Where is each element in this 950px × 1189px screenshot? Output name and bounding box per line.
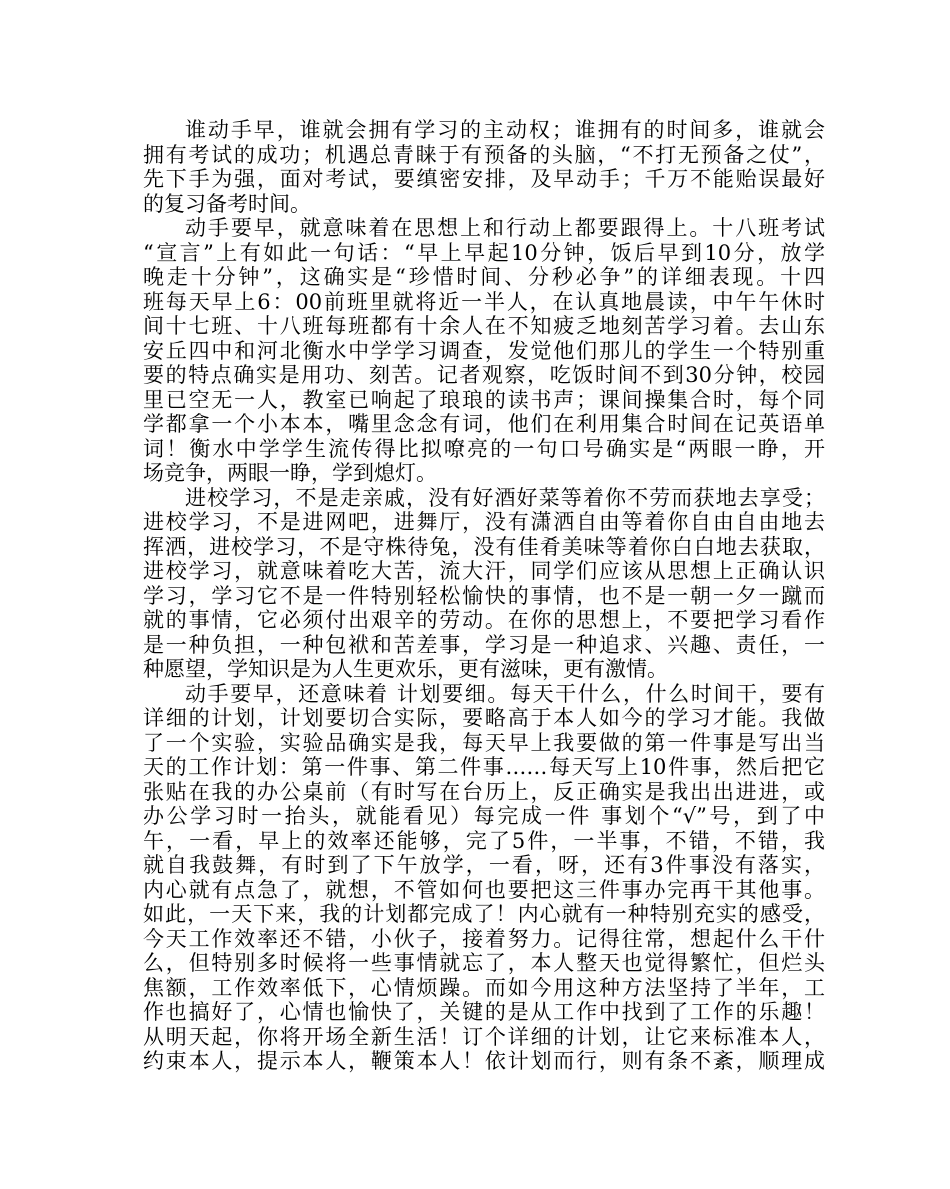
text-line: 从明天起，你将开场全新生活！订个详细的计划，让它来标准本人， [143, 1024, 825, 1049]
text-line: 张贴在我的办公桌前（有时写在台历上，反正确实是我出出进进，或 [143, 779, 825, 804]
paragraph-3 [143, 486, 825, 682]
text-line: 作也搞好了，心情也愉快了，关键的是从工作中找到了工作的乐趣！ [143, 1000, 825, 1024]
text-line: 先下手为强，面对考试，要缜密安排，及早动手；千万不能贻误最好 [143, 167, 825, 191]
text-line: 间十七班、十八班每班都有十余人在不知疲乏地刻苦学习着。去山东 [143, 314, 825, 338]
text-line: 就的事情，它必须付出艰辛的劳动。在你的思想上，不要把学习看作 [143, 608, 825, 632]
text-line: 种愿望，学知识是为人生更欢乐，更有滋味，更有激情。 [143, 657, 668, 681]
text-line: 进校学习，就意味着吃大苦，流大汗，同学们应该从思想上正确认识 [143, 559, 825, 583]
text-line: 要的特点确实是用功、刻苦。记者观察，吃饭时间不到30分钟，校园 [143, 363, 825, 387]
text-line: 学习，学习它不是一件特别轻松愉快的事情，也不是一朝一夕一蹴而 [143, 583, 825, 608]
text-line: 么，但特别多时候将一些事情就忘了，本人整天也觉得繁忙，但烂头 [143, 951, 825, 975]
text-line: 午，一看，早上的效率还能够，完了5件，一半事，不错，不错，我 [143, 828, 825, 853]
text-line: 词！衡水中学学生流传得比拟嘹亮的一句口号确实是“两眼一睁，开 [143, 436, 825, 461]
text-line: 进校学习，不是走亲戚，没有好酒好菜等着你不劳而获地去享受； [185, 485, 825, 510]
paragraph-2 [143, 216, 825, 486]
text-line: 安丘四中和河北衡水中学学习调查，发觉他们那儿的学生一个特别重 [143, 338, 825, 363]
text-line: 内心就有点急了，就想，不管如何也要把这三件事办完再干其他事。 [143, 877, 825, 902]
text-line: 动手要早，就意味着在思想上和行动上都要跟得上。十八班考试 [185, 216, 825, 240]
text-line: “宣言”上有如此一句话：“早上早起10分钟，饭后早到10分，放学 [143, 240, 825, 265]
text-line: 了一个实验，实验品确实是我，每天早上我要做的第一件事是写出当 [143, 730, 825, 755]
document-page [143, 118, 825, 1074]
text-line: 详细的计划，计划要切合实际，要略高于本人如今的学习才能。我做 [143, 706, 825, 730]
text-line: 约束本人，提示本人，鞭策本人！依计划而行，则有条不紊，顺理成 [143, 1049, 825, 1073]
text-line: 场竞争，两眼一睁，学到熄灯。 [143, 461, 437, 485]
text-line: 班每天早上6：00前班里就将近一半人，在认真地晨读，中午午休时 [143, 289, 825, 314]
text-line: 晚走十分钟”，这确实是“珍惜时间、分秒必争”的详细表现。十四 [143, 265, 825, 289]
text-line: 里已空无一人，教室已响起了琅琅的读书声；课间操集合时，每个同 [143, 387, 825, 412]
paragraph-4 [143, 682, 825, 1074]
text-line: 进校学习，不是进网吧，进舞厅，没有潇洒自由等着你自由自由地去 [143, 510, 825, 534]
text-line: 谁动手早，谁就会拥有学习的主动权；谁拥有的时间多，谁就会 [185, 118, 825, 142]
text-line: 挥洒，进校学习，不是守株待兔，没有佳肴美味等着你白白地去获取， [143, 534, 825, 559]
text-line: 学都拿一个小本本，嘴里念念有词，他们在利用集合时间在记英语单 [143, 412, 825, 436]
text-line: 的复习备考时间。 [143, 191, 311, 216]
text-line: 拥有考试的成功；机遇总青睐于有预备的头脑，“不打无预备之仗”， [143, 142, 825, 167]
text-line: 焦额，工作效率低下，心情烦躁。而如今用这种方法坚持了半年，工 [143, 975, 825, 1000]
text-line: 办公学习时一抬头，就能看见）每完成一件 事划个“√”号，到了中 [143, 804, 825, 828]
paragraph-1 [143, 118, 825, 216]
text-line: 动手要早，还意味着 计划要细。每天干什么，什么时间干，要有 [185, 681, 825, 706]
text-line: 天的工作计划：第一件事、第二件事……每天写上10件事，然后把它 [143, 755, 825, 779]
text-line: 今天工作效率还不错，小伙子，接着努力。记得往常，想起什么干什 [143, 926, 825, 951]
text-line: 是一种负担，一种包袱和苦差事，学习是一种追求、兴趣、责任，一 [143, 632, 825, 657]
text-line: 就自我鼓舞，有时到了下午放学，一看，呀，还有3件事没有落实， [143, 853, 825, 877]
text-line: 如此，一天下来，我的计划都完成了！内心就有一种特别充实的感受， [143, 902, 825, 926]
